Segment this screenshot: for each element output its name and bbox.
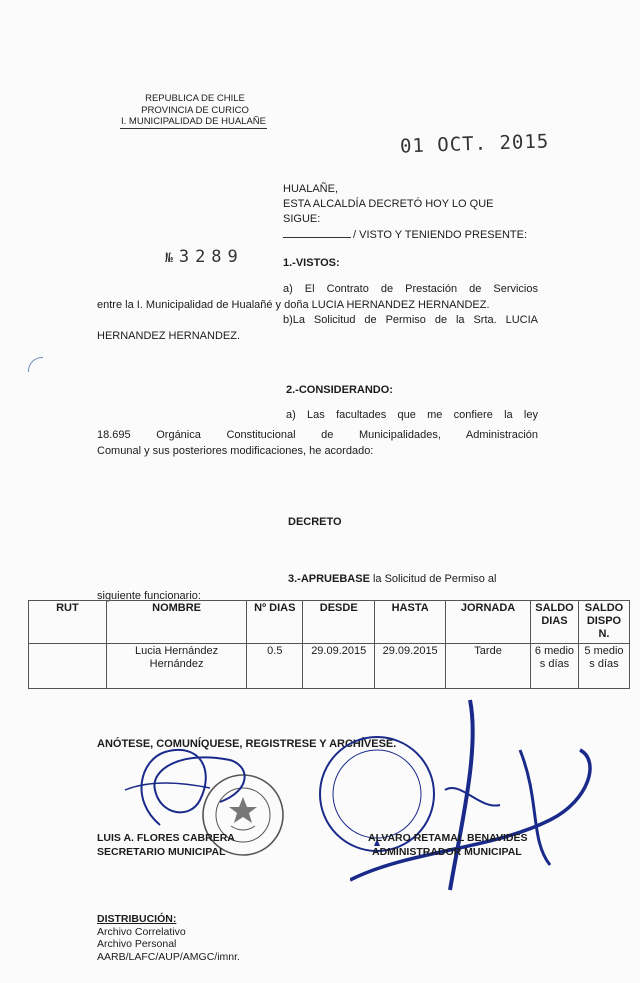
col-hasta: HASTA [375, 601, 446, 644]
decreto-heading: DECRETO [288, 516, 342, 528]
vistos-a-cont: entre la I. Municipalidad de Hualañé y doña LUCIA HERNANDEZ HERNANDEZ. [97, 299, 490, 311]
cell-saldo-dispon: 5 medio s días [578, 644, 629, 689]
apruebase-bold: 3.-APRUEBASE [288, 573, 370, 585]
col-saldo-dispon: SALDO DISPO N. [578, 601, 629, 644]
apruebase-line [288, 571, 538, 587]
signature-left [120, 730, 260, 840]
header-province: PROVINCIA DE CURICO [141, 104, 249, 116]
distribution-item: AARB/LAFC/AUP/AMGC/imnr. [97, 950, 240, 963]
signature-right [350, 690, 640, 900]
intro-line2: ESTA ALCALDÍA DECRETÓ HOY LO QUE [283, 198, 494, 210]
col-nombre: NOMBRE [106, 601, 247, 644]
signer-right-name: ALVARO RETAMAL BENAVIDES [368, 832, 528, 844]
margin-mark [28, 357, 43, 372]
cell-desde: 29.09.2015 [303, 644, 375, 689]
considerando-title: 2.-CONSIDERANDO: [286, 384, 393, 396]
intro-visto: / VISTO Y TENIENDO PRESENTE: [353, 229, 528, 241]
cell-dias: 0.5 [247, 644, 303, 689]
cell-hasta: 29.09.2015 [375, 644, 446, 689]
header-country: REPUBLICA DE CHILE [145, 93, 245, 104]
cell-saldo-dias: 6 medio s días [531, 644, 579, 689]
cell-jornada: Tarde [446, 644, 531, 689]
permission-table [28, 600, 630, 689]
distribution-block [97, 913, 240, 963]
apruebase-cont: siguiente funcionario: [97, 590, 201, 602]
distribution-title: DISTRIBUCIÓN: [97, 913, 177, 925]
decree-number-stamp: № 3289 [165, 247, 244, 267]
signer-right-title: ADMINISTRADOR MUNICIPAL [372, 846, 522, 858]
intro-line4 [283, 227, 527, 243]
col-dias: Nº DIAS [247, 601, 303, 644]
col-saldo-dias: SALDO DIAS [531, 601, 579, 644]
signer-left-title: SECRETARIO MUNICIPAL [97, 846, 226, 858]
vistos-b: b)La Solicitud de Permiso de la Srta. LUCIA [283, 314, 538, 326]
considerando-a-cont: 18.695 Orgánica Constitucional de Municipalidades, Administración [97, 429, 538, 441]
table-header-row [29, 601, 630, 644]
date-stamp: 01 OCT. 2015 [399, 130, 550, 158]
municipality-header [120, 93, 270, 129]
col-rut: RUT [29, 601, 107, 644]
considerando-a: a) Las facultades que me confiere la ley [286, 409, 538, 421]
header-municipality: I. MUNICIPALIDAD DE HUALAÑE [121, 116, 266, 127]
vistos-b-cont: HERNANDEZ HERNANDEZ. [97, 330, 241, 342]
decree-number: 3289 [178, 247, 244, 267]
apruebase-rest: la Solicitud de Permiso al [369, 573, 497, 585]
distribution-item: Archivo Personal [97, 938, 177, 950]
table-row [29, 644, 630, 689]
col-desde: DESDE [303, 601, 375, 644]
cell-nombre: Lucia Hernández Hernández [106, 644, 247, 689]
col-jornada: JORNADA [446, 601, 531, 644]
distribution-item: Archivo Correlativo [97, 925, 186, 938]
closing-line: ANÓTESE, COMUNÍQUESE, REGISTRESE Y ARCHÍVESE. [97, 738, 397, 750]
intro-place: HUALAÑE, [283, 183, 339, 195]
intro-line3: SIGUE: [283, 213, 321, 225]
signer-left-name: LUIS A. FLORES CABRERA [97, 832, 235, 844]
vistos-title: 1.-VISTOS: [283, 257, 340, 269]
vistos-a: a) El Contrato de Prestación de Servicios [283, 283, 538, 295]
cell-rut [29, 644, 107, 689]
considerando-a-cont2: Comunal y sus posteriores modificaciones, he acordado: [97, 445, 374, 457]
blank-line [283, 237, 351, 238]
